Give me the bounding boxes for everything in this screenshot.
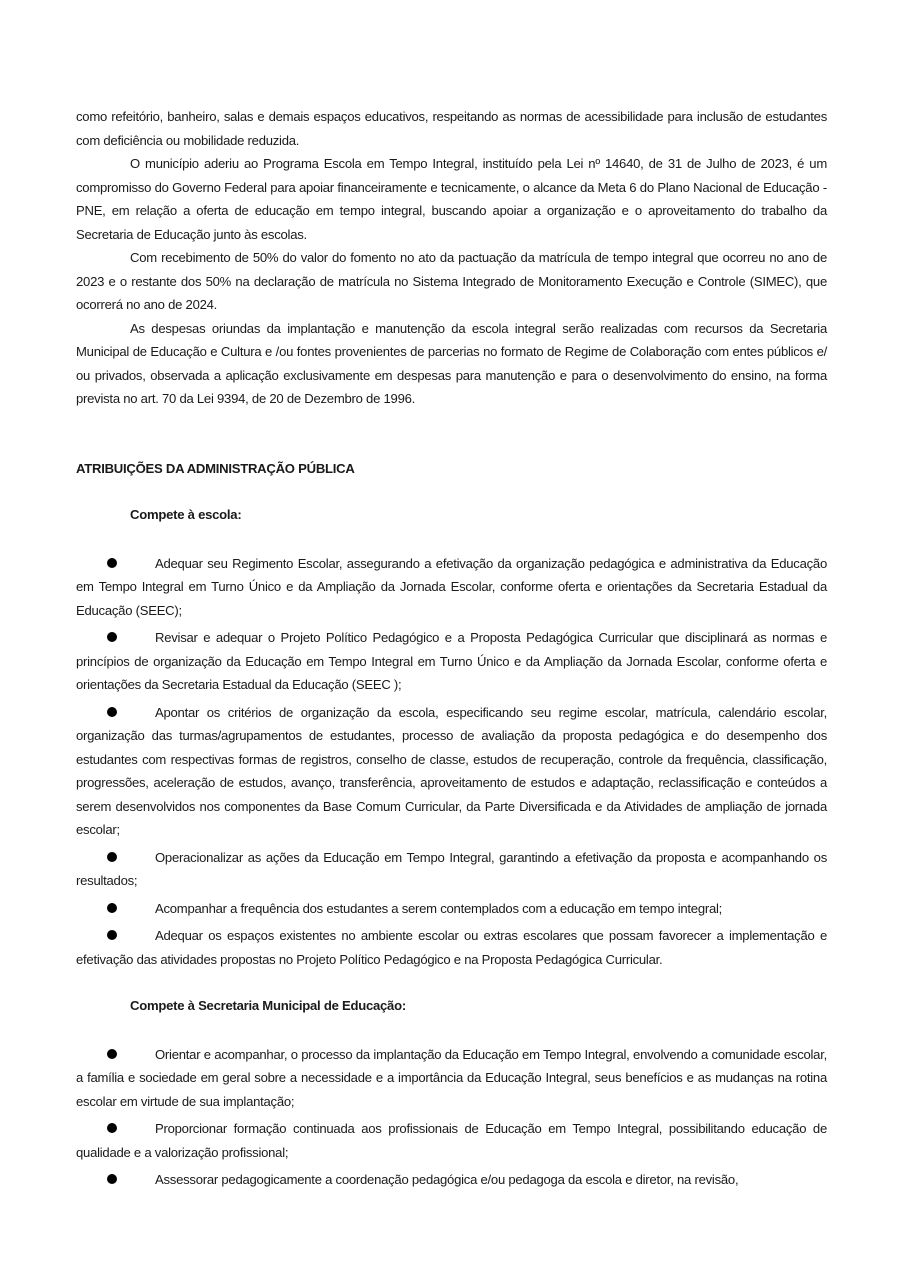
list-item-text: Orientar e acompanhar, o processo da implantação da Educação em Tempo Integral, envolvendo a comunidade escolar, a família e sociedade em geral sobre a necessidade e a importância da Educação Integral, seus benefícios e as mudanças na rotina escolar em virtude de sua implantação;: [76, 1046, 827, 1109]
list-item: [76, 924, 827, 971]
spacer: [76, 1018, 827, 1043]
bullet-icon: [107, 707, 117, 717]
paragraph-funding: Com recebimento de 50% do valor do fomento no ato da pactuação da matrícula de tempo integral que ocorreu no ano de 2023 e o restante dos 50% na declaração de matrícula no Sistema Integrado de Monitoramento Execução e Controle (SIMEC), que ocorrerá no ano de 2024.: [76, 250, 827, 312]
list-item: [76, 701, 827, 842]
list-item-text: Proporcionar formação continuada aos profissionais de Educação em Tempo Integral, possibilitando educação de qualidade e a valorização profissional;: [76, 1121, 827, 1160]
list-item: [76, 897, 827, 921]
list-item: [76, 1043, 827, 1114]
spacer: [76, 971, 827, 994]
bullet-icon: [107, 852, 117, 862]
list-item: [76, 626, 827, 697]
bullet-icon: [107, 558, 117, 568]
bullet-icon: [107, 1049, 117, 1059]
paragraph-program-adhesion: O município aderiu ao Programa Escola em Tempo Integral, instituído pela Lei nº 14640, de 31 de Julho de 2023, é um compromisso do Governo Federal para apoiar financeiramente e tecnicamente, o alcance da Meta 6 do Plano Nacional de Educação - PNE, em relação a oferta de educação em tempo integral, buscando apoiar a organização e o aproveitamento do trabalho da Secretaria de Educação junto às escolas.: [76, 156, 827, 242]
secretaria-duties-list: [76, 1043, 827, 1192]
bullet-icon: [107, 632, 117, 642]
spacer: [76, 480, 827, 503]
list-item: [76, 1117, 827, 1164]
list-item-text: Assessorar pedagogicamente a coordenação pedagógica e/ou pedagoga da escola e diretor, na revisão,: [155, 1172, 739, 1187]
bullet-icon: [107, 1123, 117, 1133]
spacer: [76, 411, 827, 434]
school-duties-list: [76, 552, 827, 972]
paragraph-accessibility: como refeitório, banheiro, salas e demais espaços educativos, respeitando as normas de acessibilidade para inclusão de estudantes com deficiência ou mobilidade reduzida.: [76, 109, 827, 148]
bullet-icon: [107, 930, 117, 940]
list-item: [76, 1168, 827, 1192]
subheading-secretaria: Compete à Secretaria Municipal de Educação:: [130, 998, 406, 1013]
list-item: [76, 846, 827, 893]
document-page: [76, 105, 827, 1192]
list-item-text: Apontar os critérios de organização da escola, especificando seu regime escolar, matrícula, calendário escolar, organização das turmas/agrupamentos de estudantes, processo de avaliação da proposta pedagógica e do desempenho dos estudantes com respectivas formas de registros, conselho de classe, estudos de recuperação, controle da frequência, classificação, progressões, aceleração de estudos, avanço, transferência, aproveitamento de estudos e adaptação, reclassificação e conteúdos a serem desenvolvidos nos componentes da Base Comum Curricular, da Parte Diversificada e da Atividades de ampliação de jornada escolar;: [76, 704, 827, 837]
section-heading: ATRIBUIÇÕES DA ADMINISTRAÇÃO PÚBLICA: [76, 460, 355, 476]
list-item-text: Operacionalizar as ações da Educação em Tempo Integral, garantindo a efetivação da proposta e acompanhando os resultados;: [76, 849, 827, 888]
list-item-text: Adequar os espaços existentes no ambiente escolar ou extras escolares que possam favorecer a implementação e efetivação das atividades propostas no Projeto Político Pedagógico e na Proposta Pedagógica Curricular.: [76, 928, 827, 967]
list-item-text: Acompanhar a frequência dos estudantes a serem contemplados com a educação em tempo integral;: [155, 900, 723, 916]
paragraph-expenses: As despesas oriundas da implantação e manutenção da escola integral serão realizadas com recursos da Secretaria Municipal de Educação e Cultura e /ou fontes provenientes de parcerias no formato de Regime de Colaboração com entes públicos e/ ou privados, observada a aplicação exclusivamente em despesas para manutenção e para o desenvolvimento do ensino, na forma prevista no art. 70 da Lei 9394, de 20 de Dezembro de 1996.: [76, 320, 827, 406]
list-item: [76, 552, 827, 623]
bullet-icon: [107, 903, 117, 913]
list-item-text: Adequar seu Regimento Escolar, assegurando a efetivação da organização pedagógica e administrativa da Educação em Tempo Integral em Turno Único e da Ampliação da Jornada Escolar, conforme oferta e orientações da Secretaria Estadual da Educação (SEEC);: [76, 555, 827, 618]
subheading-school: Compete à escola:: [130, 507, 242, 522]
bullet-icon: [107, 1174, 117, 1184]
spacer: [76, 527, 827, 552]
list-item-text: Revisar e adequar o Projeto Político Pedagógico e a Proposta Pedagógica Curricular que disciplinará as normas e princípios de organização da Educação em Tempo Integral em Turno Único e da Ampliação da Jornada Escolar, conforme oferta e orientações da Secretaria Estadual da Educação (SEEC );: [76, 630, 827, 692]
